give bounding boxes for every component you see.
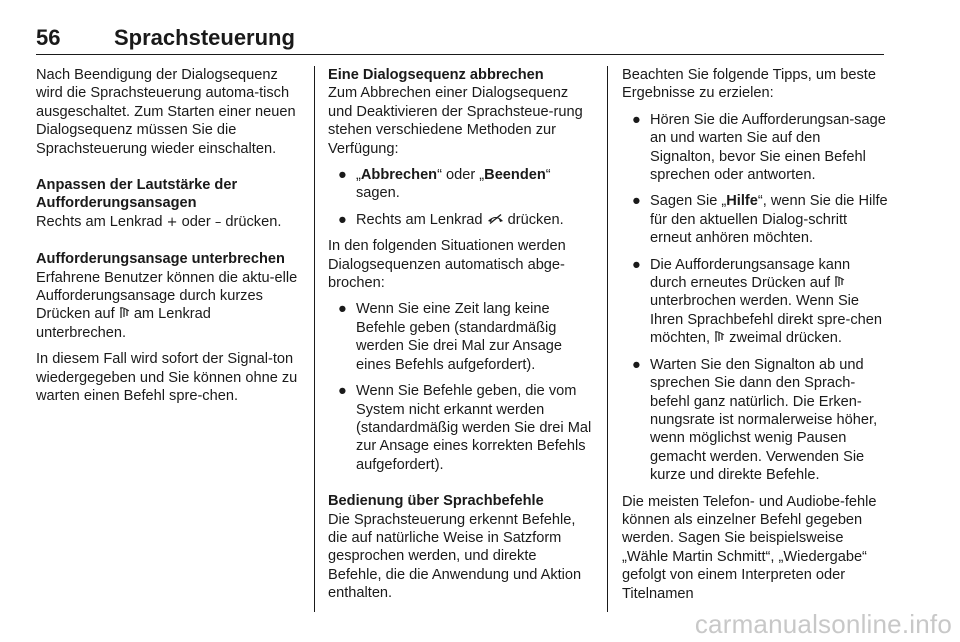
- paragraph: In den folgenden Situationen werden Dialogsequenzen automatisch abge-brochen:: [328, 238, 566, 292]
- bullet-icon: ●: [632, 256, 641, 273]
- column-divider: [314, 66, 315, 612]
- list-item: ● Wenn Sie Befehle geben, die vom System nicht erkannt werden (standardmäßig werden Sie drei Mal zur Ansage eines korrekten Befehls aufgefordert).: [338, 383, 592, 473]
- paragraph: In diesem Fall wird sofort der Signal-ton wiedergegeben und Sie können ohne zu warten einen Befehl spre-chen.: [36, 351, 298, 405]
- list-item: ● Wenn Sie eine Zeit lang keine Befehle geben (standardmäßig werden Sie drei Mal zur Ansage eines Befehls aufgefordert).: [338, 301, 563, 373]
- voice-command-icon: [119, 307, 130, 319]
- list-item: ● Die Aufforderungsansage kann durch erneutes Drücken auf unterbrochen werden. Wenn Sie Ihren Sprachbefehl direkt spre-chen möchten, zweimal drücken.: [632, 256, 883, 347]
- paragraph: Rechts am Lenkrad + oder – drücken.: [36, 213, 282, 230]
- list-item: ● Rechts am Lenkrad drücken.: [338, 211, 564, 228]
- list-item: ● „Abbrechen“ oder „Beenden“ sagen.: [338, 167, 551, 202]
- bullet-icon: ●: [338, 211, 347, 228]
- paragraph: Die meisten Telefon- und Audiobe-fehle können als einzelner Befehl gegeben werden. Sagen Sie beispielsweise „Wähle Martin Schmitt“, „Wiedergabe“ gefolgt von einem Interpreten oder Titelnamen: [622, 493, 877, 602]
- page-title: Sprachsteuerung: [114, 25, 295, 50]
- paragraph: Die Sprachsteuerung erkennt Befehle, die auf natürliche Weise in Satzform gesprochen werden, und direkte Befehle, die die Anwendung und Aktion enthalten.: [328, 511, 582, 602]
- bullet-list: [328, 166, 592, 229]
- bullet-icon: ●: [338, 301, 347, 318]
- list-item: ● Hören Sie die Aufforderungsan-sage an und warten Sie auf den Signalton, bevor Sie einen Befehl sprechen oder antworten.: [632, 111, 886, 184]
- list-item: ● Warten Sie den Signalton ab und sprechen Sie dann den Sprach-befehl ganz natürlich. Die Erken-nungsrate ist normalerweise höher, wenn möglichst wenig Pausen gemacht werden. Verwenden Sie kurze und direkte Befehle.: [632, 356, 878, 484]
- bullet-icon: ●: [632, 193, 641, 210]
- section-heading: Aufforderungsansage unterbrechen: [36, 251, 285, 268]
- paragraph: Erfahrene Benutzer können die aktu-elle Aufforderungsansage durch kurzes Drücken auf am Lenkrad unterbrechen.: [36, 269, 298, 341]
- paragraph: Beachten Sie folgende Tipps, um beste Ergebnisse zu erzielen:: [622, 67, 876, 102]
- end-call-icon: [487, 214, 504, 224]
- bullet-icon: ●: [338, 383, 347, 400]
- bullet-list: [328, 300, 592, 474]
- column-divider: [607, 66, 608, 612]
- section-heading: Eine Dialogsequenz abbrechen: [328, 67, 544, 83]
- column-3: [622, 66, 888, 614]
- paragraph: Nach Beendigung der Dialogsequenz wird die Sprachsteuerung automa-tisch ausgeschaltet. Zum Starten einer neuen Dialogsequenz müssen Sie die Sprachsteuerung wieder einschalten.: [36, 67, 296, 157]
- paragraph: Zum Abbrechen einer Dialogsequenz und Deaktivieren der Sprachsteue-rung stehen verschiedene Methoden zur Verfügung:: [328, 85, 583, 157]
- bullet-list: [622, 111, 888, 485]
- list-item: ● Sagen Sie „Hilfe“, wenn Sie die Hilfe für den aktuellen Dialog-schritt erneut anhören möchten.: [632, 193, 888, 247]
- page-number: 56: [36, 25, 61, 50]
- section-heading: Bedienung über Sprachbefehle: [328, 493, 544, 510]
- watermark: carmanualsonline.info: [694, 609, 952, 639]
- bullet-icon: ●: [338, 167, 347, 184]
- section-heading: Anpassen der Lautstärke der Aufforderungsansagen: [36, 177, 238, 212]
- column-1: [36, 66, 298, 614]
- minus-icon: –: [214, 214, 222, 230]
- plus-icon: +: [166, 214, 178, 230]
- column-2: [328, 66, 592, 614]
- voice-command-icon: [834, 276, 845, 288]
- bullet-icon: ●: [632, 356, 641, 373]
- bullet-icon: ●: [632, 111, 641, 128]
- voice-command-icon: [714, 331, 725, 343]
- page-header: [36, 26, 884, 55]
